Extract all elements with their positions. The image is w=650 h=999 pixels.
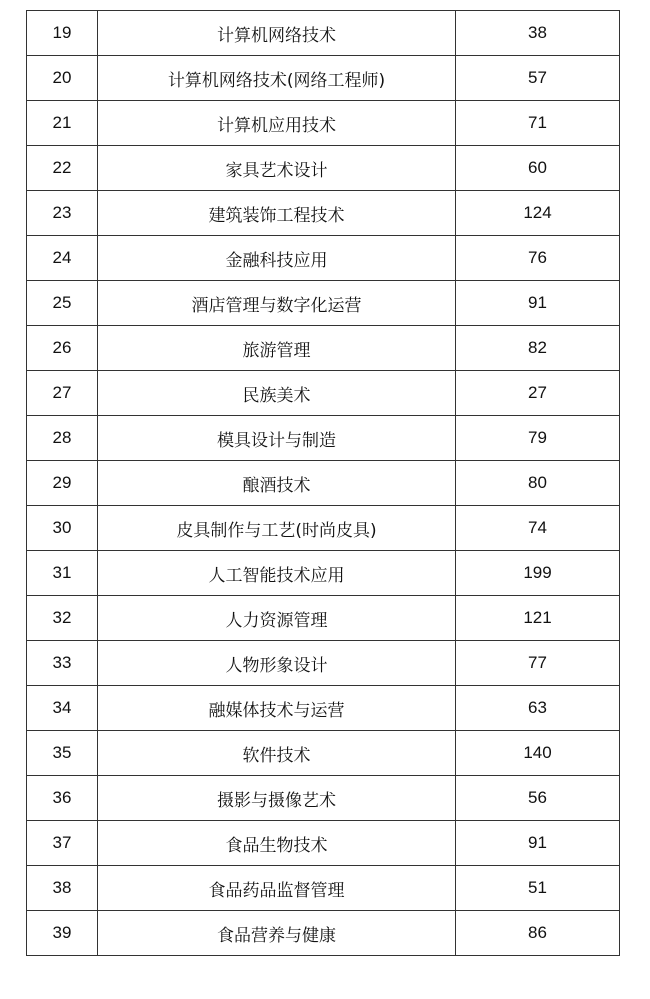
row-number-cell: 36 <box>27 776 98 821</box>
major-name-cell: 人力资源管理 <box>98 596 456 641</box>
row-number-cell: 23 <box>27 191 98 236</box>
count-cell: 199 <box>456 551 620 596</box>
table-row <box>27 821 620 866</box>
count-cell: 79 <box>456 416 620 461</box>
count-cell: 140 <box>456 731 620 776</box>
row-number-cell: 38 <box>27 866 98 911</box>
table-row <box>27 146 620 191</box>
table-row <box>27 686 620 731</box>
row-number-cell: 30 <box>27 506 98 551</box>
count-cell: 74 <box>456 506 620 551</box>
table-row <box>27 461 620 506</box>
row-number-cell: 37 <box>27 821 98 866</box>
row-number-cell: 32 <box>27 596 98 641</box>
major-name-cell: 旅游管理 <box>98 326 456 371</box>
table-row <box>27 371 620 416</box>
count-cell: 124 <box>456 191 620 236</box>
row-number-cell: 39 <box>27 911 98 956</box>
count-cell: 56 <box>456 776 620 821</box>
major-name-cell: 金融科技应用 <box>98 236 456 281</box>
majors-table-body <box>27 11 620 956</box>
majors-table <box>26 10 620 956</box>
count-cell: 60 <box>456 146 620 191</box>
count-cell: 63 <box>456 686 620 731</box>
major-name-cell: 食品药品监督管理 <box>98 866 456 911</box>
major-name-cell: 摄影与摄像艺术 <box>98 776 456 821</box>
major-name-cell: 民族美术 <box>98 371 456 416</box>
row-number-cell: 33 <box>27 641 98 686</box>
count-cell: 82 <box>456 326 620 371</box>
table-row <box>27 641 620 686</box>
table-row <box>27 281 620 326</box>
row-number-cell: 35 <box>27 731 98 776</box>
table-row <box>27 11 620 56</box>
major-name-cell: 皮具制作与工艺(时尚皮具) <box>98 506 456 551</box>
table-row <box>27 506 620 551</box>
major-name-cell: 计算机网络技术(网络工程师) <box>98 56 456 101</box>
table-row <box>27 326 620 371</box>
row-number-cell: 34 <box>27 686 98 731</box>
major-name-cell: 计算机网络技术 <box>98 11 456 56</box>
table-row <box>27 776 620 821</box>
count-cell: 80 <box>456 461 620 506</box>
table-row <box>27 236 620 281</box>
major-name-cell: 模具设计与制造 <box>98 416 456 461</box>
table-row <box>27 56 620 101</box>
major-name-cell: 计算机应用技术 <box>98 101 456 146</box>
count-cell: 121 <box>456 596 620 641</box>
major-name-cell: 人物形象设计 <box>98 641 456 686</box>
major-name-cell: 家具艺术设计 <box>98 146 456 191</box>
count-cell: 91 <box>456 281 620 326</box>
count-cell: 27 <box>456 371 620 416</box>
major-name-cell: 建筑装饰工程技术 <box>98 191 456 236</box>
row-number-cell: 27 <box>27 371 98 416</box>
major-name-cell: 人工智能技术应用 <box>98 551 456 596</box>
major-name-cell: 酿酒技术 <box>98 461 456 506</box>
count-cell: 77 <box>456 641 620 686</box>
row-number-cell: 25 <box>27 281 98 326</box>
table-row <box>27 101 620 146</box>
table-row <box>27 191 620 236</box>
table-row <box>27 911 620 956</box>
row-number-cell: 26 <box>27 326 98 371</box>
table-row <box>27 551 620 596</box>
major-name-cell: 食品营养与健康 <box>98 911 456 956</box>
major-name-cell: 酒店管理与数字化运营 <box>98 281 456 326</box>
table-row <box>27 866 620 911</box>
table-row <box>27 596 620 641</box>
row-number-cell: 28 <box>27 416 98 461</box>
major-name-cell: 软件技术 <box>98 731 456 776</box>
major-name-cell: 融媒体技术与运营 <box>98 686 456 731</box>
count-cell: 57 <box>456 56 620 101</box>
count-cell: 51 <box>456 866 620 911</box>
count-cell: 91 <box>456 821 620 866</box>
count-cell: 76 <box>456 236 620 281</box>
row-number-cell: 31 <box>27 551 98 596</box>
table-row <box>27 416 620 461</box>
count-cell: 71 <box>456 101 620 146</box>
row-number-cell: 19 <box>27 11 98 56</box>
majors-table-container <box>26 10 619 956</box>
table-row <box>27 731 620 776</box>
row-number-cell: 21 <box>27 101 98 146</box>
count-cell: 86 <box>456 911 620 956</box>
count-cell: 38 <box>456 11 620 56</box>
row-number-cell: 29 <box>27 461 98 506</box>
major-name-cell: 食品生物技术 <box>98 821 456 866</box>
row-number-cell: 22 <box>27 146 98 191</box>
row-number-cell: 20 <box>27 56 98 101</box>
row-number-cell: 24 <box>27 236 98 281</box>
